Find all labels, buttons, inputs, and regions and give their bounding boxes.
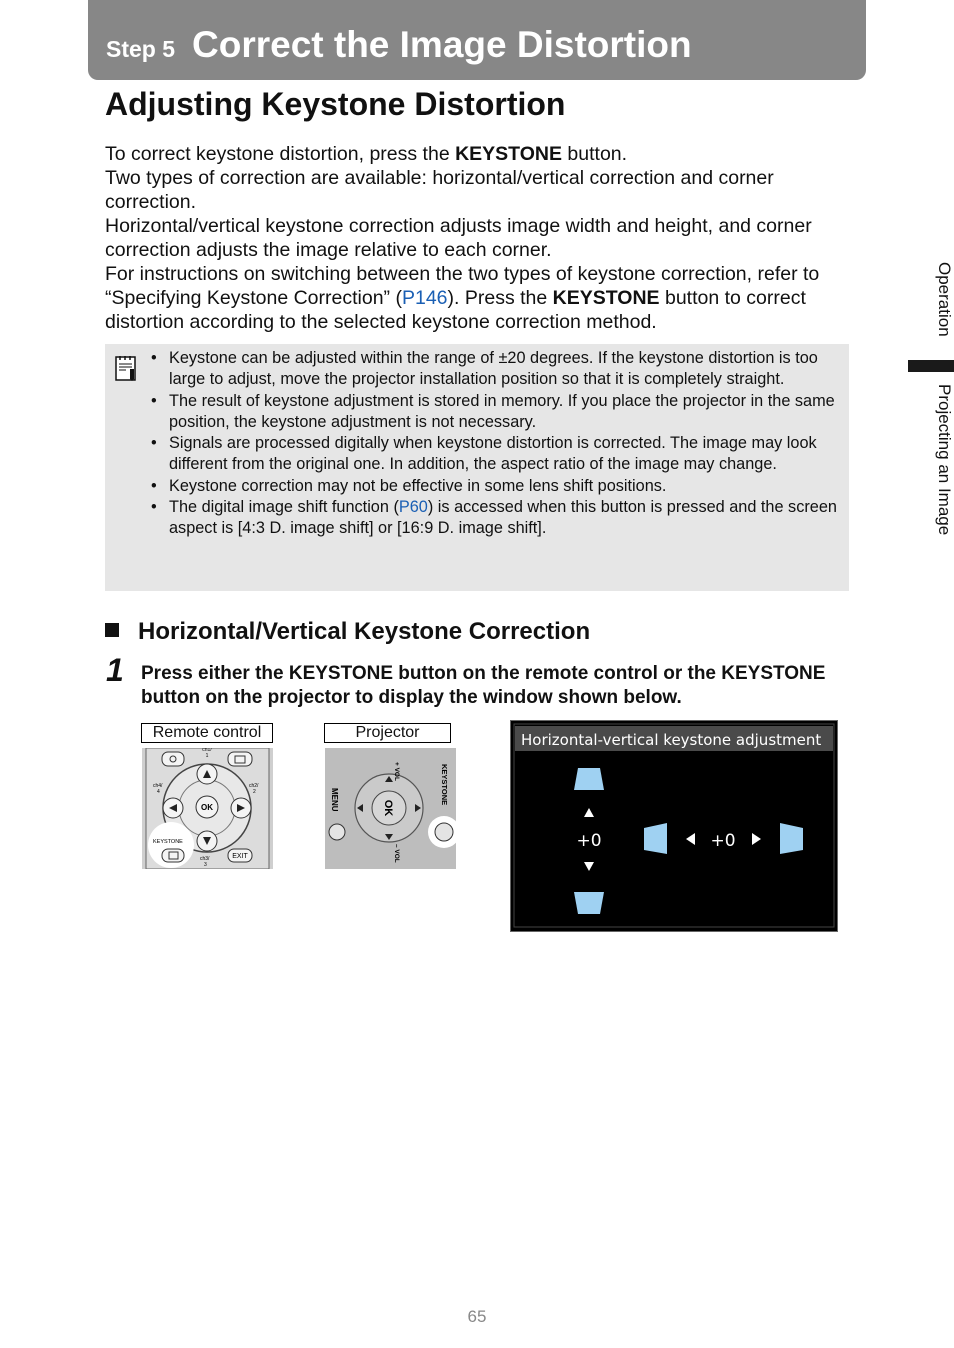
intro-paragraph bbox=[105, 262, 865, 334]
step-label: Step 5 bbox=[106, 36, 176, 62]
intro-text bbox=[105, 142, 865, 334]
remote-ch2-label: ch2/ bbox=[249, 783, 259, 789]
note-item bbox=[169, 497, 841, 540]
keystone-bold: KEYSTONE bbox=[552, 287, 660, 309]
side-tab-operation[interactable]: Operation bbox=[935, 262, 954, 337]
text: button. bbox=[562, 143, 628, 165]
note-list bbox=[169, 348, 841, 540]
intro-paragraph bbox=[105, 142, 865, 166]
chapter-title: Correct the Image Distortion bbox=[192, 24, 692, 65]
keystone-bold: KEYSTONE bbox=[455, 143, 562, 165]
projector-label: Projector bbox=[324, 723, 451, 743]
remote-exit-text: EXIT bbox=[232, 853, 248, 860]
intro-paragraph: Two types of correction are available: horizontal/vertical correction and corner correction. bbox=[105, 167, 774, 213]
step-instruction: Press either the KEYSTONE button on the remote control or the KEYSTONE button on the projector to display the window shown below. bbox=[141, 663, 826, 708]
remote-ok-text: OK bbox=[201, 803, 213, 812]
remote-ch3-num: 3 bbox=[204, 862, 207, 868]
projector-panel-image bbox=[325, 748, 456, 869]
remote-ch1-num: 1 bbox=[205, 753, 209, 759]
page-number: 65 bbox=[467, 1307, 487, 1326]
page-title: Adjusting Keystone Distortion bbox=[105, 86, 566, 122]
section-heading bbox=[105, 618, 590, 646]
square-bullet-icon bbox=[105, 623, 119, 637]
section-title: Horizontal/Vertical Keystone Correction bbox=[138, 618, 591, 645]
projector-ok-text: OK bbox=[382, 799, 394, 817]
keystone-right-shape-icon bbox=[780, 823, 803, 854]
keystone-left-shape-icon bbox=[644, 823, 667, 854]
remote-keystone-text: KEYSTONE bbox=[153, 839, 183, 845]
note-item: • Signals are processed digitally when keystone distortion is corrected. The image may look different from the original one. In addition, the aspect ratio of the image may change. bbox=[169, 433, 841, 476]
vertical-value: +0 bbox=[576, 831, 602, 851]
note-item: • The result of keystone adjustment is stored in memory. If you place the projector in the same position, the keystone adjustment is not necessary. bbox=[169, 391, 841, 434]
remote-ch4-label: ch4/ bbox=[153, 783, 163, 789]
remote-control-image bbox=[142, 748, 273, 869]
keystone-top-shape-icon bbox=[574, 768, 604, 790]
remote-ch4-num: 4 bbox=[157, 789, 160, 795]
projector-vol-minus: – VOL bbox=[393, 844, 400, 863]
note-item: • Keystone correction may not be effective in some lens shift positions. bbox=[169, 476, 841, 497]
side-tab-divider bbox=[908, 360, 954, 372]
remote-control-label: Remote control bbox=[141, 723, 273, 743]
text: For instructions on switching between the two types of keystone correction, refer to “Specifying Keystone Correction” ( bbox=[105, 263, 820, 309]
window-title: Horizontal-vertical keystone adjustment bbox=[521, 731, 822, 749]
text: ) is accessed when this button is pressed and the screen aspect is [4:3 D. image shift] or [16:9 D. image shift]. bbox=[169, 498, 837, 538]
text: button to correct distortion according to the selected keystone correction method. bbox=[105, 287, 806, 333]
remote-ch1-label: ch1/ bbox=[202, 748, 212, 753]
note-item: • Keystone can be adjusted within the range of ±20 degrees. If the keystone distortion is too large to adjust, move the projector installation position so that it is completely straight. bbox=[169, 348, 841, 391]
keystone-bottom-shape-icon bbox=[574, 892, 604, 914]
projector-keystone-text: KEYSTONE bbox=[440, 764, 449, 806]
remote-ch3-label: ch3/ bbox=[200, 856, 210, 862]
text: ). Press the bbox=[447, 287, 553, 309]
chapter-banner bbox=[88, 0, 866, 80]
memo-icon bbox=[115, 354, 139, 382]
text: The digital image shift function ( bbox=[169, 498, 399, 517]
link-p60[interactable]: P60 bbox=[398, 498, 428, 517]
keystone-adjustment-window bbox=[510, 720, 838, 932]
note-box bbox=[105, 344, 849, 591]
text: To correct keystone distortion, press the bbox=[105, 143, 456, 165]
projector-vol-plus: + VOL bbox=[393, 762, 400, 781]
link-p146[interactable]: P146 bbox=[401, 287, 448, 309]
step-number: 1 bbox=[106, 652, 124, 688]
projector-menu-text: MENU bbox=[330, 788, 339, 812]
horizontal-value: +0 bbox=[710, 831, 736, 851]
remote-ch2-num: 2 bbox=[253, 789, 256, 795]
side-tab-projecting[interactable]: Projecting an Image bbox=[935, 384, 954, 536]
intro-paragraph: Horizontal/vertical keystone correction adjusts image width and height, and corner correction adjusts the image relative to each corner. bbox=[105, 215, 812, 261]
